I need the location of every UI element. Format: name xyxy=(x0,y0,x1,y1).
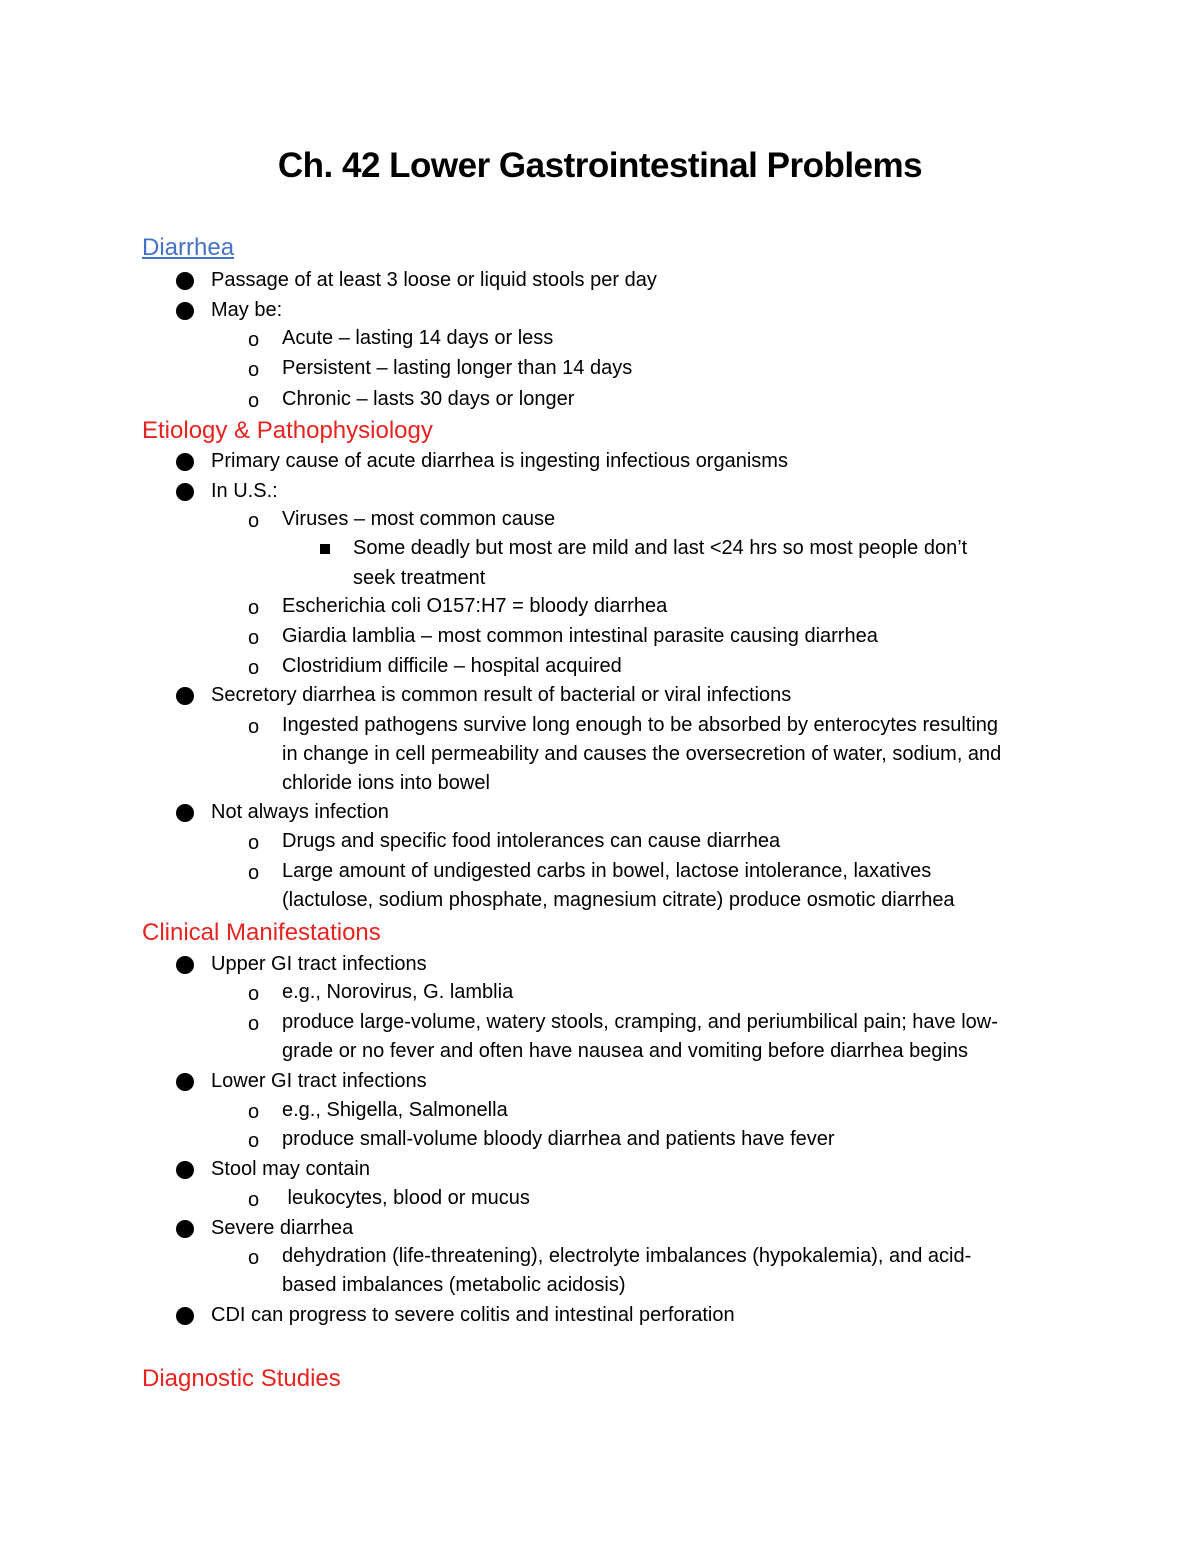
list-item: in change in cell permeability and causes the oversecretion of water, sodium, and xyxy=(282,743,1002,765)
sub-bullet-marker: o xyxy=(248,597,260,619)
list-item: Persistent – lasting longer than 14 days xyxy=(282,357,633,379)
list-item: grade or no fever and often have nausea and vomiting before diarrhea begins xyxy=(282,1040,969,1062)
square-bullet xyxy=(320,544,330,554)
list-item: Not always infection xyxy=(211,801,389,823)
bullet-dot xyxy=(176,272,194,290)
sub-bullet-marker: o xyxy=(248,832,260,854)
list-item: seek treatment xyxy=(353,567,486,589)
sub-bullet-marker: o xyxy=(248,716,260,738)
sub-bullet-marker: o xyxy=(248,1247,260,1269)
sub-bullet-marker: o xyxy=(248,1101,260,1123)
sub-bullet-marker: o xyxy=(248,983,260,1005)
bullet-dot xyxy=(176,1073,194,1091)
sub-bullet-marker: o xyxy=(248,1013,260,1035)
list-item: Acute – lasting 14 days or less xyxy=(282,327,554,349)
list-item: produce small-volume bloody diarrhea and patients have fever xyxy=(282,1128,835,1150)
list-item: e.g., Norovirus, G. lamblia xyxy=(282,981,514,1003)
list-item: leukocytes, blood or mucus xyxy=(282,1187,530,1209)
sub-bullet-marker: o xyxy=(248,657,260,679)
list-item: Severe diarrhea xyxy=(211,1217,354,1239)
list-item: Secretory diarrhea is common result of bacterial or viral infections xyxy=(211,684,792,706)
list-item: chloride ions into bowel xyxy=(282,772,490,794)
heading-clinical-manifestations: Clinical Manifestations xyxy=(142,919,381,946)
list-item: based imbalances (metabolic acidosis) xyxy=(282,1274,626,1296)
bullet-dot xyxy=(176,453,194,471)
list-item: Passage of at least 3 loose or liquid stools per day xyxy=(211,269,657,291)
sub-bullet-marker: o xyxy=(248,329,260,351)
sub-bullet-marker: o xyxy=(248,1130,260,1152)
list-item: (lactulose, sodium phosphate, magnesium citrate) produce osmotic diarrhea xyxy=(282,889,955,911)
heading-diarrhea: Diarrhea xyxy=(142,234,235,261)
list-item: Drugs and specific food intolerances can cause diarrhea xyxy=(282,830,781,852)
list-item: May be: xyxy=(211,299,283,321)
bullet-dot xyxy=(176,1161,194,1179)
list-item: CDI can progress to severe colitis and intestinal perforation xyxy=(211,1304,735,1326)
list-item: Large amount of undigested carbs in bowel, lactose intolerance, laxatives xyxy=(282,860,932,882)
list-item: In U.S.: xyxy=(211,480,278,502)
list-item: Giardia lamblia – most common intestinal parasite causing diarrhea xyxy=(282,625,878,647)
sub-bullet-marker: o xyxy=(248,862,260,884)
bullet-dot xyxy=(176,804,194,822)
list-item: Some deadly but most are mild and last <24 hrs so most people don’t xyxy=(353,537,968,559)
bullet-dot xyxy=(176,956,194,974)
sub-bullet-marker: o xyxy=(248,510,260,532)
bullet-dot xyxy=(176,483,194,501)
bullet-dot xyxy=(176,302,194,320)
list-item: Escherichia coli O157:H7 = bloody diarrhea xyxy=(282,595,668,617)
bullet-dot xyxy=(176,1307,194,1325)
list-item: Stool may contain xyxy=(211,1158,370,1180)
list-item: Primary cause of acute diarrhea is ingesting infectious organisms xyxy=(211,450,788,472)
list-item: Clostridium difficile – hospital acquired xyxy=(282,655,622,677)
list-item: produce large-volume, watery stools, cramping, and periumbilical pain; have low- xyxy=(282,1011,998,1033)
sub-bullet-marker: o xyxy=(248,1189,260,1211)
list-item: Chronic – lasts 30 days or longer xyxy=(282,388,575,410)
sub-bullet-marker: o xyxy=(248,390,260,412)
document-title: Ch. 42 Lower Gastrointestinal Problems xyxy=(277,146,923,185)
list-item: e.g., Shigella, Salmonella xyxy=(282,1099,508,1121)
sub-bullet-marker: o xyxy=(248,359,260,381)
list-item: Viruses – most common cause xyxy=(282,508,556,530)
bullet-dot xyxy=(176,687,194,705)
heading-etiology: Etiology & Pathophysiology xyxy=(142,417,433,444)
list-item: Lower GI tract infections xyxy=(211,1070,427,1092)
heading-diagnostic-studies: Diagnostic Studies xyxy=(142,1365,341,1392)
bullet-dot xyxy=(176,1220,194,1238)
sub-bullet-marker: o xyxy=(248,627,260,649)
list-item: Upper GI tract infections xyxy=(211,953,427,975)
list-item: Ingested pathogens survive long enough to be absorbed by enterocytes resulting xyxy=(282,714,999,736)
list-item: dehydration (life-threatening), electrolyte imbalances (hypokalemia), and acid- xyxy=(282,1245,972,1267)
